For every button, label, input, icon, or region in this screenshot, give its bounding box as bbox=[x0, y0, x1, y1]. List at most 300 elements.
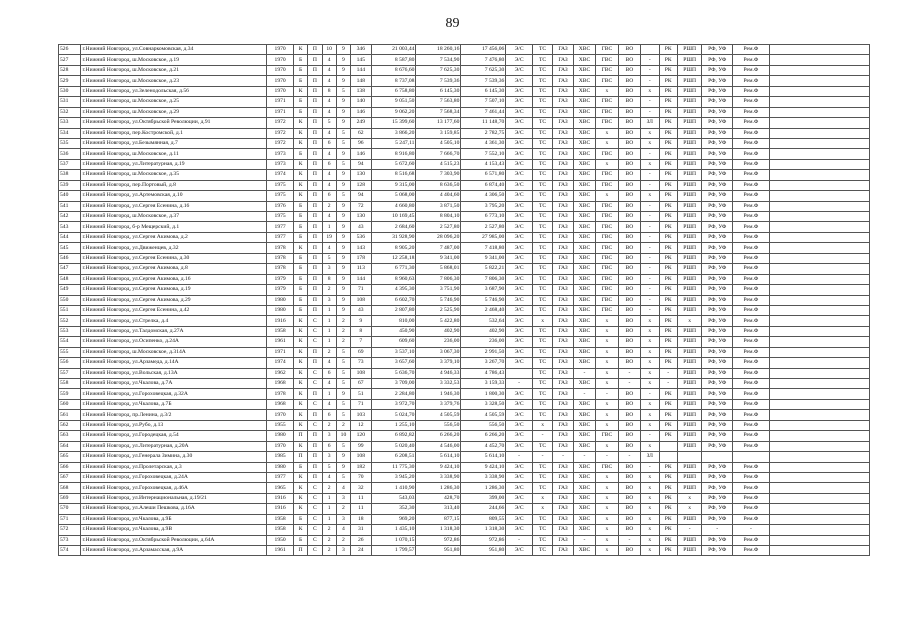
table-cell: К bbox=[293, 347, 307, 357]
table-cell: ТС bbox=[532, 274, 552, 284]
table-cell: 5 bbox=[336, 410, 350, 420]
table-cell: Э/С bbox=[506, 191, 533, 201]
table-cell: 9 bbox=[336, 55, 350, 65]
table-cell: К bbox=[293, 504, 307, 514]
table-cell: ГАЗ bbox=[553, 149, 573, 159]
table-cell: 1961 bbox=[267, 337, 294, 347]
table-cell: 533 bbox=[59, 118, 81, 128]
table-cell: С bbox=[308, 316, 322, 326]
table-cell: г.Нижний Новгород, ул.Сергея Есенина, д.42 bbox=[81, 305, 267, 315]
table-cell: 9 bbox=[336, 253, 350, 263]
table-cell: 11 bbox=[351, 504, 371, 514]
table-cell: ТС bbox=[532, 253, 552, 263]
table-cell: - bbox=[659, 379, 677, 389]
table-cell: 2 bbox=[322, 535, 336, 545]
table-cell: Э/С bbox=[506, 55, 533, 65]
table-cell: г.Нижний Новгород, пер.Портовый, д.8 bbox=[81, 180, 267, 190]
table-cell: 6 771,30 bbox=[371, 264, 416, 274]
table-cell: 3 bbox=[336, 493, 350, 503]
table-cell: РК bbox=[659, 128, 677, 138]
table-cell: х bbox=[641, 326, 659, 336]
table-cell: 7 539,36 bbox=[416, 76, 461, 86]
table-cell: ВО bbox=[618, 86, 640, 96]
table-cell: ХВС bbox=[573, 410, 595, 420]
table-cell: Э/С bbox=[506, 441, 533, 451]
table-cell: 1970 bbox=[267, 76, 294, 86]
table-cell: 5 247,11 bbox=[371, 138, 416, 148]
table-cell: 2 bbox=[322, 347, 336, 357]
table-cell: РШП bbox=[677, 483, 702, 493]
table-cell: х bbox=[596, 546, 618, 556]
table-cell: 2 bbox=[322, 525, 336, 535]
table-row bbox=[59, 107, 870, 117]
table-cell: ГВС bbox=[596, 212, 618, 222]
table-cell: г.Нижний Новгород, ул.Сергея Акимова, д.8 bbox=[81, 264, 267, 274]
table-cell: ТС bbox=[532, 45, 552, 55]
table-cell: х bbox=[596, 337, 618, 347]
table-cell: 536 bbox=[59, 149, 81, 159]
table-cell: РШП bbox=[677, 138, 702, 148]
table-cell: г.Нижний Новгород, ул.Алеши Пешкова, д.16А bbox=[81, 504, 267, 514]
table-row bbox=[59, 118, 870, 128]
table-cell: 96 bbox=[351, 138, 371, 148]
table-cell-empty bbox=[769, 107, 869, 117]
table-cell: ВО bbox=[618, 514, 640, 524]
table-cell: ВО bbox=[618, 159, 640, 169]
table-cell: г.Нижний Новгород, ул.Стрелка, д.4 bbox=[81, 316, 267, 326]
table-cell: Рем.Ф bbox=[733, 285, 770, 295]
table-cell: 951,80 bbox=[416, 546, 461, 556]
table-cell: РК bbox=[659, 525, 677, 535]
table-cell: 552 bbox=[59, 316, 81, 326]
table-cell: 8 516,68 bbox=[371, 170, 416, 180]
table-cell: 428,70 bbox=[416, 493, 461, 503]
table-cell: РК bbox=[659, 483, 677, 493]
table-cell: ВО bbox=[618, 180, 640, 190]
table-cell: 3 537,10 bbox=[371, 347, 416, 357]
table-cell: 4 786,43 bbox=[461, 368, 506, 378]
table-row bbox=[59, 232, 870, 242]
table-cell: П bbox=[308, 462, 322, 472]
table-cell: Рем.Ф bbox=[733, 274, 770, 284]
table-cell: х bbox=[641, 347, 659, 357]
table-cell: г.Нижний Новгород, ш.Московское, д.23 bbox=[81, 76, 267, 86]
table-cell: РК bbox=[659, 504, 677, 514]
table-cell-empty bbox=[769, 379, 869, 389]
table-cell: ТС bbox=[532, 201, 552, 211]
table-cell: 6 bbox=[322, 191, 336, 201]
table-cell: - bbox=[618, 379, 640, 389]
table-cell: 450,90 bbox=[371, 326, 416, 336]
table-cell: х bbox=[596, 347, 618, 357]
table-cell: 2 525,90 bbox=[416, 305, 461, 315]
table-cell: 1970 bbox=[267, 86, 294, 96]
table-cell: ГАЗ bbox=[553, 514, 573, 524]
table-cell: РШП bbox=[677, 472, 702, 482]
table-cell: Э/С bbox=[506, 201, 533, 211]
table-cell: 1916 bbox=[267, 316, 294, 326]
table-cell: 21 003,44 bbox=[371, 45, 416, 55]
table-cell: 8 960,63 bbox=[371, 274, 416, 284]
table-cell: 4 bbox=[322, 472, 336, 482]
table-cell: 531 bbox=[59, 97, 81, 107]
table-cell: ВО bbox=[618, 410, 640, 420]
table-cell-empty bbox=[769, 45, 869, 55]
table-cell: К bbox=[293, 525, 307, 535]
table-cell: РШП bbox=[677, 410, 702, 420]
table-cell: х bbox=[596, 358, 618, 368]
table-cell: ХВС bbox=[573, 201, 595, 211]
table-cell: 1 bbox=[322, 514, 336, 524]
table-cell: Рем.Ф bbox=[733, 358, 770, 368]
table-cell: х bbox=[596, 493, 618, 503]
table-cell: 4 bbox=[336, 525, 350, 535]
table-cell: ТС bbox=[532, 55, 552, 65]
table-cell: РФ, УФ bbox=[702, 159, 733, 169]
table-cell: 3 bbox=[322, 264, 336, 274]
table-cell: ТС bbox=[532, 118, 552, 128]
table-cell: Рем.Ф bbox=[733, 201, 770, 211]
table-cell: г.Нижний Новгород, ш.Московское, д.314А bbox=[81, 347, 267, 357]
table-cell: 1980 bbox=[267, 462, 294, 472]
table-cell: 9 bbox=[336, 389, 350, 399]
table-cell: 571 bbox=[59, 514, 81, 524]
table-cell: ГАЗ bbox=[553, 399, 573, 409]
table-cell: - bbox=[641, 462, 659, 472]
table-cell: ТС bbox=[532, 180, 552, 190]
table-cell: ХВС bbox=[573, 462, 595, 472]
table-cell: ГВС bbox=[596, 45, 618, 55]
table-cell: РК bbox=[659, 535, 677, 545]
table-cell: 556,50 bbox=[416, 420, 461, 430]
table-cell: Б bbox=[293, 274, 307, 284]
table-cell: РК bbox=[659, 55, 677, 65]
table-cell: - bbox=[506, 535, 533, 545]
table-cell: 24 bbox=[351, 546, 371, 556]
table-cell: РФ, УФ bbox=[702, 45, 733, 55]
table-cell: ГАЗ bbox=[553, 535, 573, 545]
table-cell: П bbox=[308, 347, 322, 357]
table-cell: 249 bbox=[351, 118, 371, 128]
table-cell: РШП bbox=[677, 180, 702, 190]
table-cell: 1958 bbox=[267, 326, 294, 336]
table-cell: РШП bbox=[677, 368, 702, 378]
table-cell-empty bbox=[769, 180, 869, 190]
table-cell: ТС bbox=[532, 138, 552, 148]
table-cell: Э/С bbox=[506, 65, 533, 75]
table-cell: 535 bbox=[59, 138, 81, 148]
table-cell: ВО bbox=[618, 128, 640, 138]
table-cell: х bbox=[532, 316, 552, 326]
table-cell: г.Нижний Новгород, ул.Чкалова, д.9В bbox=[81, 525, 267, 535]
table-cell: - bbox=[641, 149, 659, 159]
table-cell: ГАЗ bbox=[553, 138, 573, 148]
table-cell: х bbox=[596, 368, 618, 378]
table-cell: ГАЗ bbox=[553, 201, 573, 211]
table-cell: ВО bbox=[618, 337, 640, 347]
table-cell: 62 bbox=[351, 128, 371, 138]
table-cell: РФ, УФ bbox=[702, 253, 733, 263]
table-cell-empty bbox=[769, 358, 869, 368]
table-cell: ТС bbox=[532, 222, 552, 232]
table-cell: 4 361,30 bbox=[461, 138, 506, 148]
table-cell: - bbox=[506, 379, 533, 389]
table-cell: ВО bbox=[618, 420, 640, 430]
table-cell: 146 bbox=[351, 149, 371, 159]
table-cell: РФ, УФ bbox=[702, 389, 733, 399]
table-cell: 3 379,76 bbox=[416, 399, 461, 409]
table-cell: - bbox=[573, 452, 595, 462]
table-cell: 72 bbox=[351, 201, 371, 211]
table-cell: Э/С bbox=[506, 295, 533, 305]
table-cell: Э/С bbox=[506, 483, 533, 493]
table-cell: РФ, УФ bbox=[702, 295, 733, 305]
table-cell: Э/С bbox=[506, 76, 533, 86]
table-cell: ХВС bbox=[573, 170, 595, 180]
table-cell: РК bbox=[659, 546, 677, 556]
table-cell: ХВС bbox=[573, 264, 595, 274]
table-cell: 4 bbox=[322, 149, 336, 159]
table-cell: 5 bbox=[336, 368, 350, 378]
table-cell: ГВС bbox=[596, 107, 618, 117]
table-cell: ВО bbox=[618, 431, 640, 441]
table-cell: ГАЗ bbox=[553, 493, 573, 503]
table-cell: 7 539,36 bbox=[461, 76, 506, 86]
table-cell: г.Нижний Новгород, ш.Московское, д.21 bbox=[81, 65, 267, 75]
table-cell-empty bbox=[769, 232, 869, 242]
table-cell: Э/С bbox=[506, 420, 533, 430]
table-cell: ХВС bbox=[573, 337, 595, 347]
table-cell: 18 260,16 bbox=[416, 45, 461, 55]
table-cell-empty bbox=[769, 472, 869, 482]
table-cell: РШП bbox=[677, 441, 702, 451]
table-cell: Рем.Ф bbox=[733, 253, 770, 263]
table-cell: 5 636,70 bbox=[371, 368, 416, 378]
table-cell: Э/С bbox=[506, 399, 533, 409]
table-cell: 1970 bbox=[267, 441, 294, 451]
table-cell: ГАЗ bbox=[553, 410, 573, 420]
table-cell: 1 bbox=[322, 504, 336, 514]
table-cell: ГАЗ bbox=[553, 472, 573, 482]
table-cell: 71 bbox=[351, 285, 371, 295]
table-cell: - bbox=[641, 201, 659, 211]
table-cell: - bbox=[641, 107, 659, 117]
table-cell: 8 bbox=[322, 274, 336, 284]
table-cell: г.Нижний Новгород, ул.Гороховецкая, д.24А bbox=[81, 472, 267, 482]
table-cell: 9 051,50 bbox=[371, 97, 416, 107]
table-cell: г.Нижний Новгород, ул.Сергея Акимова, д.29 bbox=[81, 295, 267, 305]
table-row bbox=[59, 45, 870, 55]
table-cell: ГАЗ bbox=[553, 379, 573, 389]
table-cell: РШП bbox=[677, 128, 702, 138]
table-cell: РК bbox=[659, 274, 677, 284]
table-cell: 4 bbox=[322, 180, 336, 190]
table-cell: РК bbox=[659, 410, 677, 420]
table-cell: 572 bbox=[59, 525, 81, 535]
table-cell: 1975 bbox=[267, 180, 294, 190]
table-cell: К bbox=[293, 45, 307, 55]
table-cell: 542 bbox=[59, 212, 81, 222]
table-cell: Рем.Ф bbox=[733, 399, 770, 409]
table-cell: ХВС bbox=[573, 232, 595, 242]
table-cell: Э/С bbox=[506, 243, 533, 253]
table-cell: Э/С bbox=[506, 222, 533, 232]
table-cell: 6 758,80 bbox=[371, 86, 416, 96]
table-cell-empty bbox=[769, 76, 869, 86]
table-cell: Рем.Ф bbox=[733, 222, 770, 232]
table-cell: Рем.Ф bbox=[733, 493, 770, 503]
table-cell: ХВС bbox=[573, 76, 595, 86]
table-cell: С bbox=[308, 514, 322, 524]
table-cell: х bbox=[641, 420, 659, 430]
table-cell: К bbox=[293, 128, 307, 138]
table-cell: - bbox=[596, 452, 618, 462]
table-cell: 5 024,70 bbox=[371, 410, 416, 420]
table-cell: г.Нижний Новгород, ш.Московское, д.11 bbox=[81, 149, 267, 159]
table-cell: 4 946,33 bbox=[416, 368, 461, 378]
table-cell: 178 bbox=[351, 253, 371, 263]
table-cell: 12 bbox=[351, 420, 371, 430]
table-cell: х bbox=[596, 504, 618, 514]
table-cell: П bbox=[308, 65, 322, 75]
table-cell: 6 bbox=[322, 138, 336, 148]
table-cell: ГВС bbox=[596, 274, 618, 284]
table-cell: 532,64 bbox=[461, 316, 506, 326]
table-cell: РК bbox=[659, 191, 677, 201]
table-cell: х bbox=[596, 138, 618, 148]
table-cell: 9 062,20 bbox=[371, 107, 416, 117]
table-cell: Э/С bbox=[506, 514, 533, 524]
table-cell: 532 bbox=[59, 107, 81, 117]
table-cell: 1976 bbox=[267, 201, 294, 211]
table-cell: 9 bbox=[336, 232, 350, 242]
table-cell: РК bbox=[659, 316, 677, 326]
table-cell: х bbox=[641, 441, 659, 451]
table-cell: 6 145,30 bbox=[416, 86, 461, 96]
table-cell: РФ, УФ bbox=[702, 107, 733, 117]
table-cell: - bbox=[618, 368, 640, 378]
table-cell: 9 341,00 bbox=[461, 253, 506, 263]
table-cell: 547 bbox=[59, 264, 81, 274]
table-cell: - bbox=[641, 389, 659, 399]
table-cell: ВО bbox=[618, 347, 640, 357]
table-cell: 1970 bbox=[267, 55, 294, 65]
table-cell: 972,86 bbox=[416, 535, 461, 545]
table-cell: 9 bbox=[336, 462, 350, 472]
table-cell: г.Нижний Новгород, ш.Московское, д.35 bbox=[81, 170, 267, 180]
table-cell-empty bbox=[769, 483, 869, 493]
table-cell: ТС bbox=[532, 441, 552, 451]
table-cell: х bbox=[596, 410, 618, 420]
table-cell: ГВС bbox=[596, 97, 618, 107]
table-cell: ХВС bbox=[573, 191, 595, 201]
table-cell: х bbox=[641, 472, 659, 482]
table-cell: 549 bbox=[59, 285, 81, 295]
table-row bbox=[59, 170, 870, 180]
table-cell: РШП bbox=[677, 546, 702, 556]
table-cell: 554 bbox=[59, 337, 81, 347]
table-cell: РШП bbox=[677, 285, 702, 295]
table-cell: ТС bbox=[532, 264, 552, 274]
table-cell: ВО bbox=[618, 493, 640, 503]
table-cell: - bbox=[641, 170, 659, 180]
table-cell: 9 bbox=[336, 285, 350, 295]
table-cell: П bbox=[308, 222, 322, 232]
table-cell: Рем.Ф bbox=[733, 212, 770, 222]
table-cell: 7 806,30 bbox=[416, 274, 461, 284]
table-cell: Рем.Ф bbox=[733, 191, 770, 201]
table-row bbox=[59, 285, 870, 295]
table-cell: 566 bbox=[59, 462, 81, 472]
table-cell: ГАЗ bbox=[553, 347, 573, 357]
table-cell: 4 bbox=[322, 170, 336, 180]
table-cell: ТС bbox=[532, 159, 552, 169]
table-cell: ВО bbox=[618, 441, 640, 451]
table-cell: РШП bbox=[677, 86, 702, 96]
table-cell: 1 255,10 bbox=[371, 420, 416, 430]
table-cell: К bbox=[293, 399, 307, 409]
table-cell: 70 bbox=[351, 472, 371, 482]
table-cell: - bbox=[641, 97, 659, 107]
table-cell: ГВС bbox=[596, 305, 618, 315]
table-cell: 31 928,90 bbox=[371, 232, 416, 242]
table-cell: 2 bbox=[336, 504, 350, 514]
table-cell: 5 bbox=[336, 86, 350, 96]
table-cell: х bbox=[596, 535, 618, 545]
table-cell: х bbox=[596, 159, 618, 169]
table-cell: РФ, УФ bbox=[702, 149, 733, 159]
table-cell: 3 972,70 bbox=[371, 399, 416, 409]
table-cell: 3 379,10 bbox=[416, 358, 461, 368]
table-cell: РШП bbox=[677, 295, 702, 305]
table-cell: РШП bbox=[677, 97, 702, 107]
table-cell: ХВС bbox=[573, 483, 595, 493]
table-cell: 5 bbox=[322, 462, 336, 472]
table-cell: 1916 bbox=[267, 504, 294, 514]
table-cell: 1 799,57 bbox=[371, 546, 416, 556]
table-cell: ХВС bbox=[573, 358, 595, 368]
table-cell: ХВС bbox=[573, 285, 595, 295]
table-cell: ХВС bbox=[573, 243, 595, 253]
table-cell: П bbox=[308, 201, 322, 211]
table-cell: г.Нижний Новгород, ул.Движенцев, д.32 bbox=[81, 243, 267, 253]
table-cell: РШП bbox=[677, 107, 702, 117]
table-cell: - bbox=[641, 65, 659, 75]
table-cell: ГАЗ bbox=[553, 191, 573, 201]
table-cell: ХВС bbox=[573, 55, 595, 65]
table-cell: 553 bbox=[59, 326, 81, 336]
table-cell: ГАЗ bbox=[553, 55, 573, 65]
table-cell: РШП bbox=[677, 222, 702, 232]
table-cell: Рем.Ф bbox=[733, 514, 770, 524]
table-cell: 1975 bbox=[267, 191, 294, 201]
table-cell: 1972 bbox=[267, 138, 294, 148]
table-cell: ТС bbox=[532, 389, 552, 399]
table-cell: 3 866,20 bbox=[371, 128, 416, 138]
table-cell: 570 bbox=[59, 504, 81, 514]
table-cell: 11 bbox=[351, 493, 371, 503]
table-cell: 9 bbox=[336, 76, 350, 86]
table-cell: ВО bbox=[618, 483, 640, 493]
table-cell: 352,30 bbox=[371, 504, 416, 514]
table-cell: ТС bbox=[532, 368, 552, 378]
table-cell: ГАЗ bbox=[553, 285, 573, 295]
table-cell: ЗЛ bbox=[641, 118, 659, 128]
table-cell: Б bbox=[293, 462, 307, 472]
table-cell: Э/С bbox=[506, 285, 533, 295]
table-cell: 9 bbox=[336, 264, 350, 274]
table-cell: 1971 bbox=[267, 347, 294, 357]
